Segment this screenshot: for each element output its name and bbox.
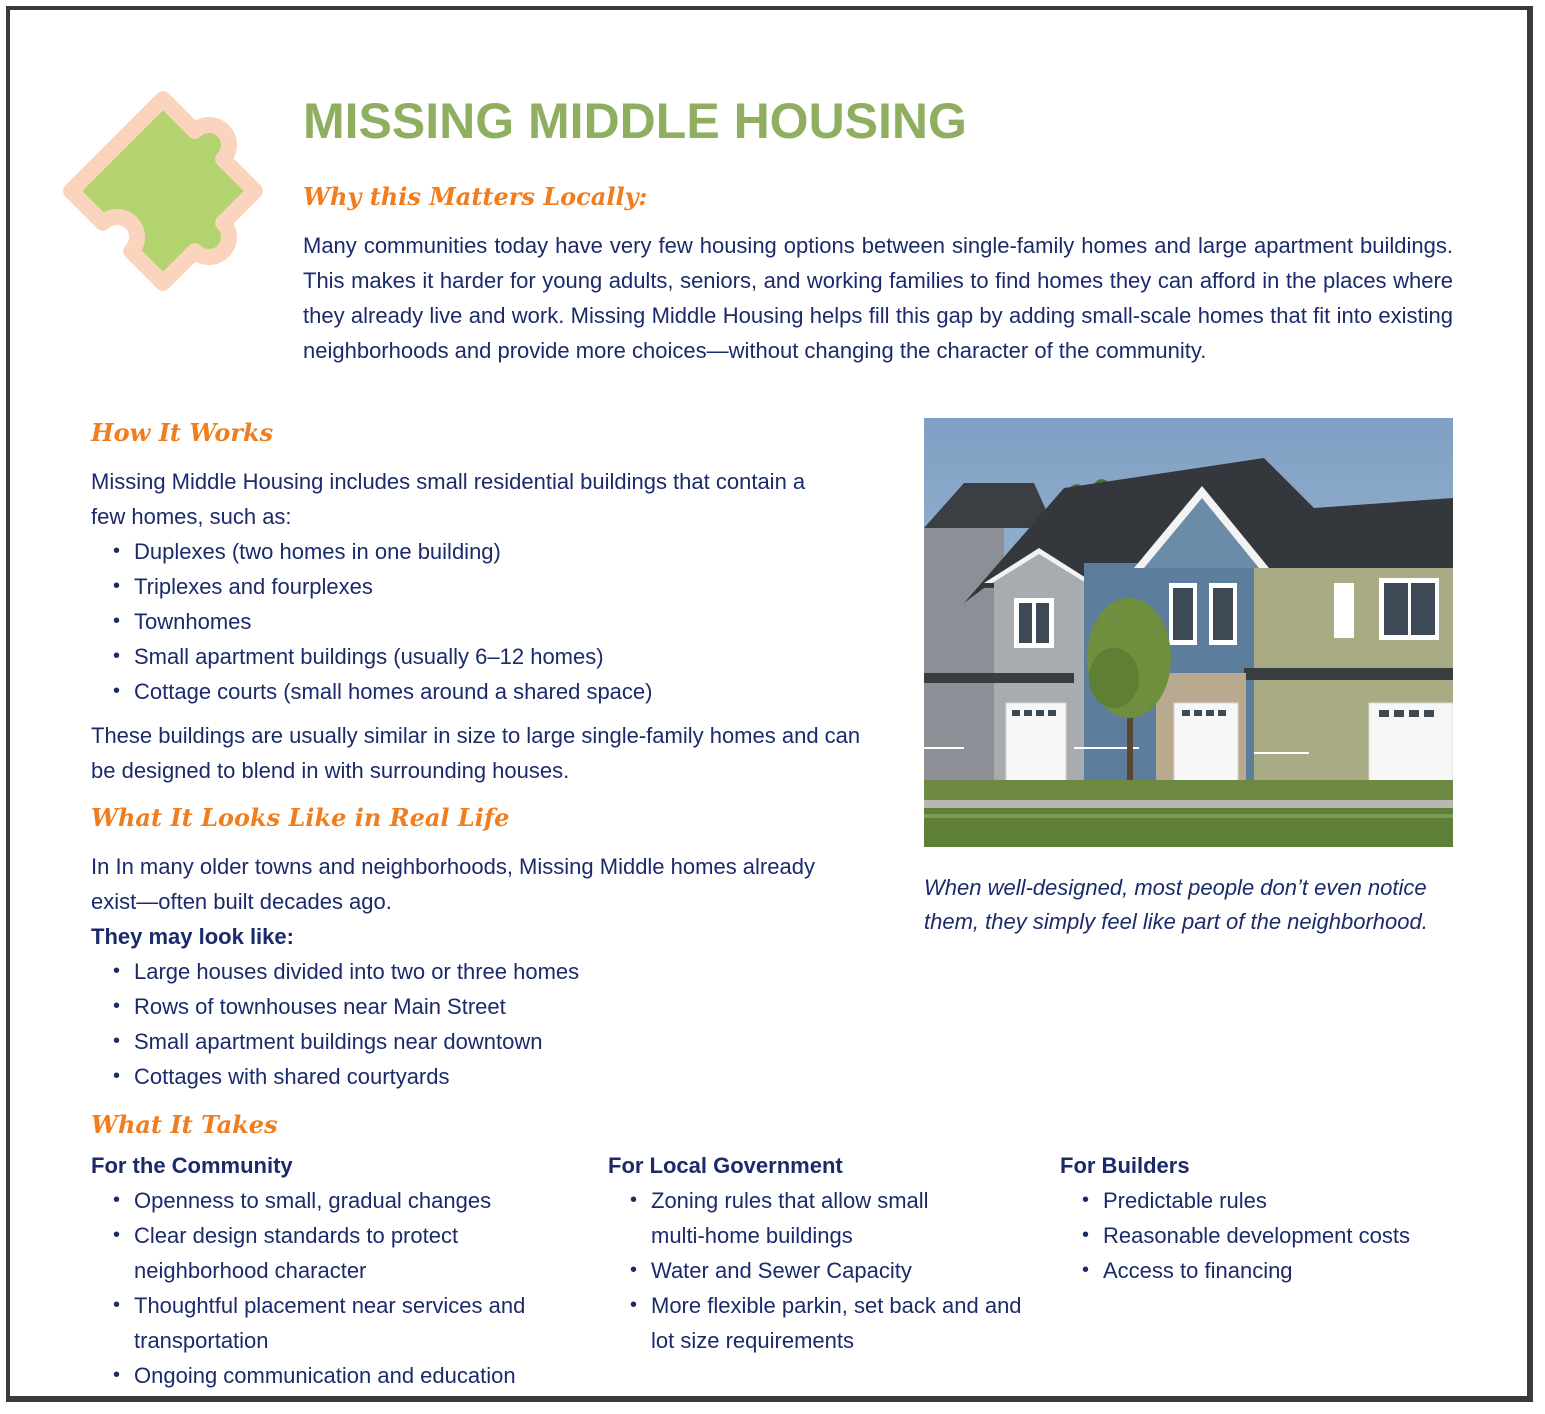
- list-item: • Water and Sewer Capacity: [608, 1253, 1033, 1288]
- community-heading: For the Community: [91, 1153, 293, 1178]
- list-item: • Large houses divided into two or three homes: [91, 954, 871, 989]
- why-paragraph: Many communities today have very few housing options between single-family homes and large apartment buildings. This makes it harder for young adults, seniors, and working families to find homes they can afford in the places where they already live and work. Missing Middle Housing helps fill this gap by adding small-scale homes that fit into existing neighborhoods and provide more choices—without changing the character of the community.: [303, 233, 1453, 363]
- builders-column: [1060, 1148, 1480, 1288]
- looks-list: [91, 954, 871, 1094]
- list-item: • Thoughtful placement near services and transportation: [91, 1288, 534, 1358]
- list-item: • Ongoing communication and education: [91, 1358, 561, 1393]
- list-item: • Duplexes (two homes in one building): [91, 534, 881, 569]
- list-item: • Openness to small, gradual changes: [91, 1183, 561, 1218]
- list-item: • Small apartment buildings (usually 6–12 homes): [91, 639, 881, 674]
- townhomes-photo: [924, 418, 1453, 847]
- looks-section: [91, 849, 871, 1094]
- list-item: • Cottages with shared courtyards: [91, 1059, 871, 1094]
- government-list: [608, 1183, 1033, 1358]
- list-item: • Clear design standards to protect neighborhood character: [91, 1218, 534, 1288]
- list-item: • Cottage courts (small homes around a shared space): [91, 674, 881, 709]
- puzzle-piece-icon: [50, 88, 275, 298]
- community-column: [91, 1148, 591, 1393]
- how-section: [91, 464, 881, 788]
- list-item: • Predictable rules: [1060, 1183, 1480, 1218]
- community-list: [91, 1183, 561, 1393]
- list-item: • Small apartment buildings near downtown: [91, 1024, 871, 1059]
- looks-intro: In In many older towns and neighborhoods, Missing Middle homes already exist—often built decades ago.: [91, 854, 815, 914]
- how-intro: Missing Middle Housing includes small residential buildings that contain a few homes, such as:: [91, 469, 806, 529]
- how-heading: How It Works: [91, 418, 274, 447]
- builders-list: [1060, 1183, 1480, 1288]
- looks-bold-label: They may look like:: [91, 924, 294, 949]
- looks-heading: What It Looks Like in Real Life: [91, 803, 510, 832]
- builders-heading: For Builders: [1060, 1153, 1190, 1178]
- list-item: • Zoning rules that allow small multi-home buildings: [608, 1183, 981, 1253]
- list-item: • More flexible parkin, set back and and lot size requirements: [608, 1288, 1031, 1358]
- photo-caption: When well-designed, most people don’t even notice them, they simply feel like part of the neighborhood.: [924, 875, 1428, 934]
- why-heading: Why this Matters Locally:: [303, 182, 648, 211]
- takes-heading: What It Takes: [91, 1110, 278, 1139]
- list-item: • Reasonable development costs: [1060, 1218, 1480, 1253]
- list-item: • Rows of townhouses near Main Street: [91, 989, 871, 1024]
- how-list: [91, 534, 881, 709]
- list-item: • Access to financing: [1060, 1253, 1480, 1288]
- list-item: • Triplexes and fourplexes: [91, 569, 881, 604]
- government-heading: For Local Government: [608, 1153, 843, 1178]
- list-item: • Townhomes: [91, 604, 881, 639]
- page-title: MISSING MIDDLE HOUSING: [303, 93, 967, 149]
- how-outro: These buildings are usually similar in size to large single-family homes and can be designed to blend in with surrounding houses.: [91, 723, 861, 783]
- government-column: [608, 1148, 1038, 1358]
